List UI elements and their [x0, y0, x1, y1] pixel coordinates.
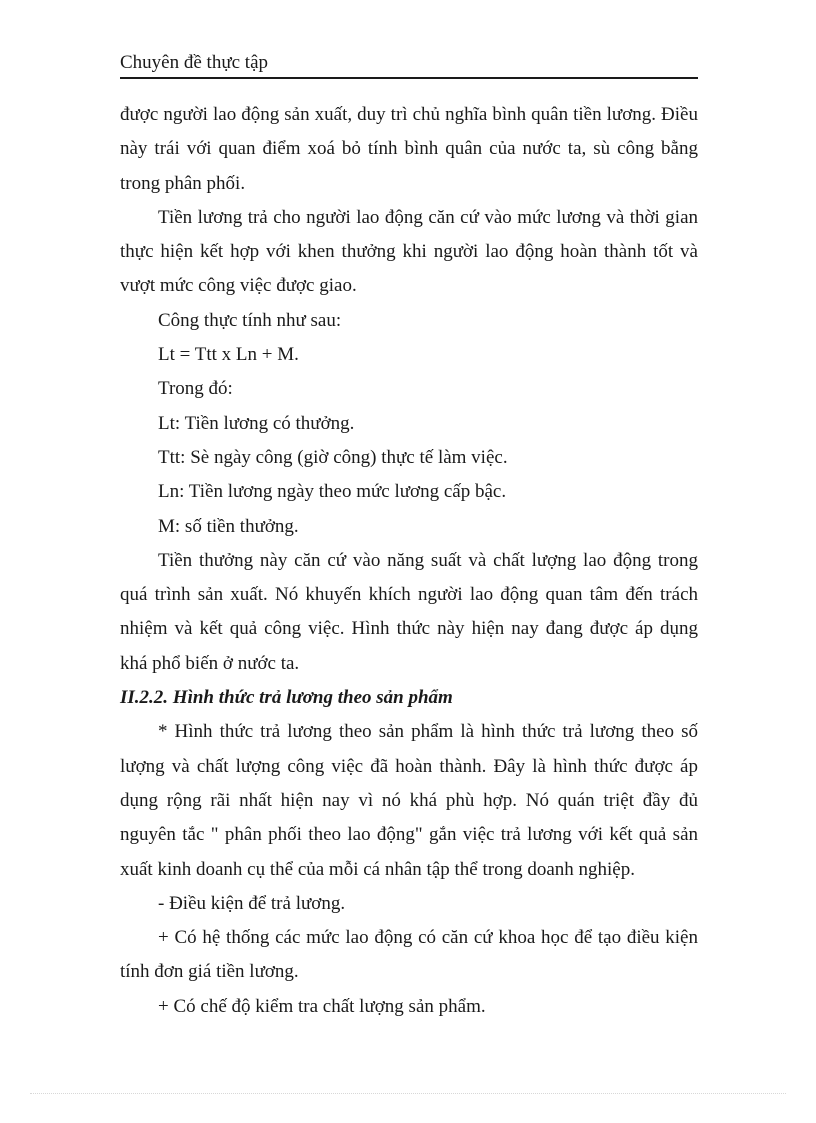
page-header	[120, 50, 698, 79]
paragraph-condition-1: + Có hệ thống các mức lao động có căn cứ khoa học để tạo điều kiện tính đơn giá tiền lương.	[120, 927, 698, 983]
definition-ttt: Ttt: Sè ngày công (giờ công) thực tế làm việc.	[158, 446, 508, 468]
paragraph-salary-basis: Tiền lương trả cho người lao động căn cứ vào mức lương và thời gian thực hiện kết hợp với khen thưởng khi người lao động hoàn thành tốt và vượt mức công việc được giao.	[120, 206, 698, 297]
paragraph-piece-rate: * Hình thức trả lương theo sản phẩm là hình thức trả lương theo số lượng và chất lượng công việc đã hoàn thành. Đây là hình thức được áp dụng rộng rãi nhất hiện nay vì nó khá phù hợp. Nó quán triệt đầy đủ nguyên tắc " phân phối theo lao động" gắn việc trả lương với kết quả sản xuất kinh doanh cụ thể của mỗi cá nhân tập thể trong doanh nghiệp.	[120, 721, 698, 880]
paragraph-continuation: được người lao động sản xuất, duy trì chủ nghĩa bình quân tiền lương. Điều này trái với quan điểm xoá bỏ tính bình quân của nước ta, sù công bằng trong phân phối.	[120, 104, 698, 194]
definition-lt: Lt: Tiền lương có thưởng.	[158, 412, 355, 434]
paragraph-where: Trong đó:	[158, 378, 233, 400]
definition-ln: Ln: Tiền lương ngày theo mức lương cấp bậc.	[158, 481, 507, 503]
paragraph-condition-2: + Có chế độ kiểm tra chất lượng sản phẩm.	[158, 995, 486, 1017]
document-body	[120, 98, 698, 1024]
header-title: Chuyên đề thực tập	[120, 52, 269, 73]
paragraph-conditions: - Điều kiện để trả lương.	[158, 892, 346, 914]
paragraph-bonus: Tiền thưởng này căn cứ vào năng suất và chất lượng lao động trong quá trình sản xuất. Nó khuyến khích người lao động quan tâm đến trách nhiệm và kết quả công việc. Hình thức này hiện nay đang được áp dụng khá phổ biến ở nước ta.	[120, 549, 698, 674]
section-heading: II.2.2. Hình thức trả lương theo sản phẩm	[120, 687, 453, 709]
formula: Lt = Ttt x Ln + M.	[158, 344, 299, 366]
definition-m: M: số tiền thưởng.	[158, 515, 299, 537]
paragraph-formula-intro: Công thực tính như sau:	[158, 309, 342, 331]
footer-divider	[30, 1093, 786, 1094]
